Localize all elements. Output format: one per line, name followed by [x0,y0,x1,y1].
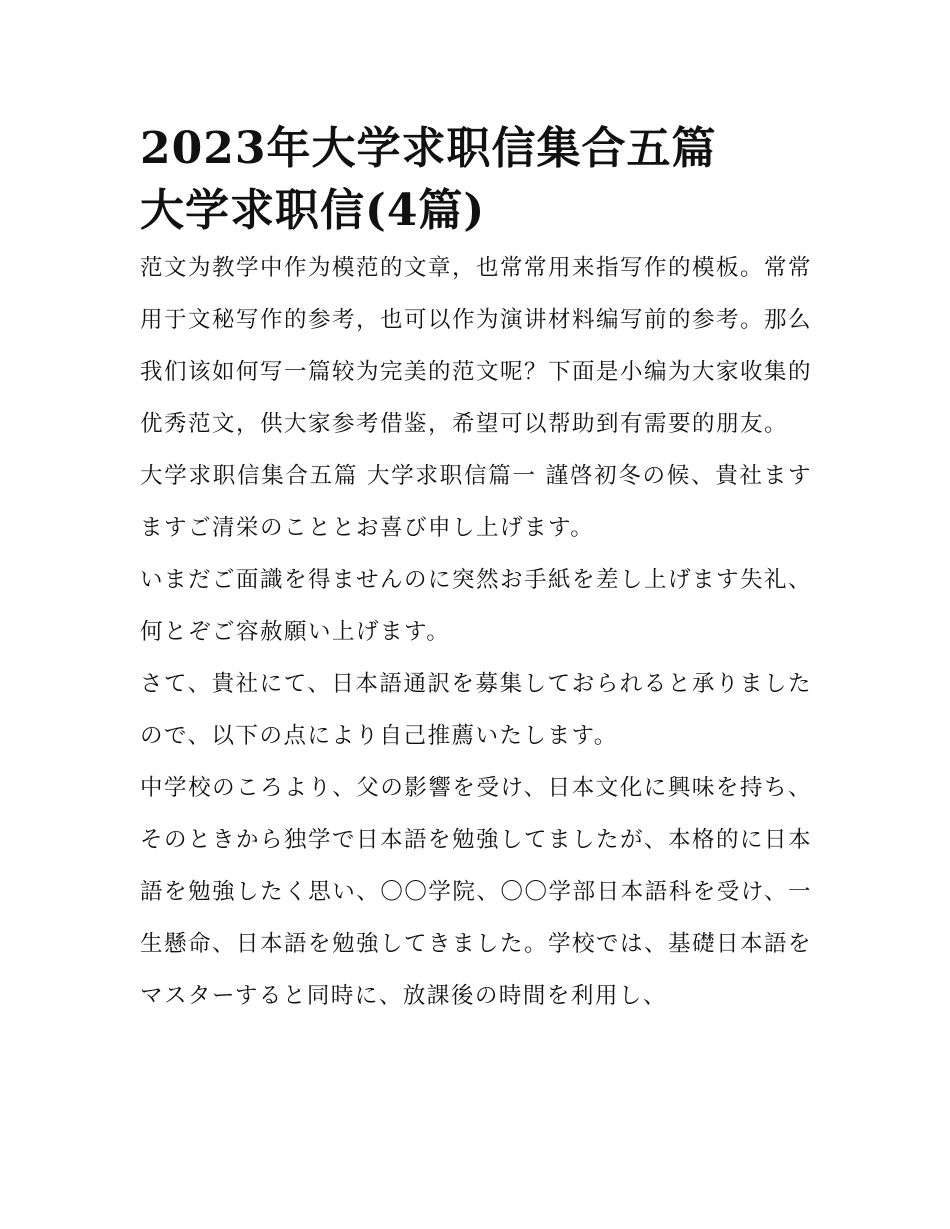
body-paragraph: いまだご面識を得ませんのに突然お手紙を差し上げます失礼、何とぞご容赦願い上げます。 [140,567,813,645]
body-paragraph: 中学校のころより、父の影響を受け、日本文化に興味を持ち、そのときから独学で日本語を勉強してましたが、本格的に日本語を勉強したく思い、〇〇学院、〇〇学部日本語科を受け、一生懸命、日本語を勉強してきました。学校では、基礎日本語をマスターすると同時に、放課後の時間を利用し、 [140,775,813,1009]
body-paragraph: 大学求职信集合五篇 大学求职信篇一 謹啓初冬の候、貴社ますますご清栄のこととお喜び申し上げます。 [140,463,812,541]
title-line-2: 大学求职信(4篇) [140,185,486,236]
title-line-1: 2023年大学求职信集合五篇 [140,123,717,174]
document-page [140,118,812,1022]
body-paragraph: さて、貴社にて、日本語通訳を募集しておられると承りましたので、以下の点により自己推薦いたします。 [140,671,812,749]
document-title [140,118,812,242]
intro-paragraph: 范文为教学中作为模范的文章，也常常用来指写作的模板。常常用于文秘写作的参考，也可以作为演讲材料编写前的参考。那么我们该如何写一篇较为完美的范文呢？下面是小编为大家收集的优秀范文，供大家参考借鉴，希望可以帮助到有需要的朋友。 [140,255,813,437]
